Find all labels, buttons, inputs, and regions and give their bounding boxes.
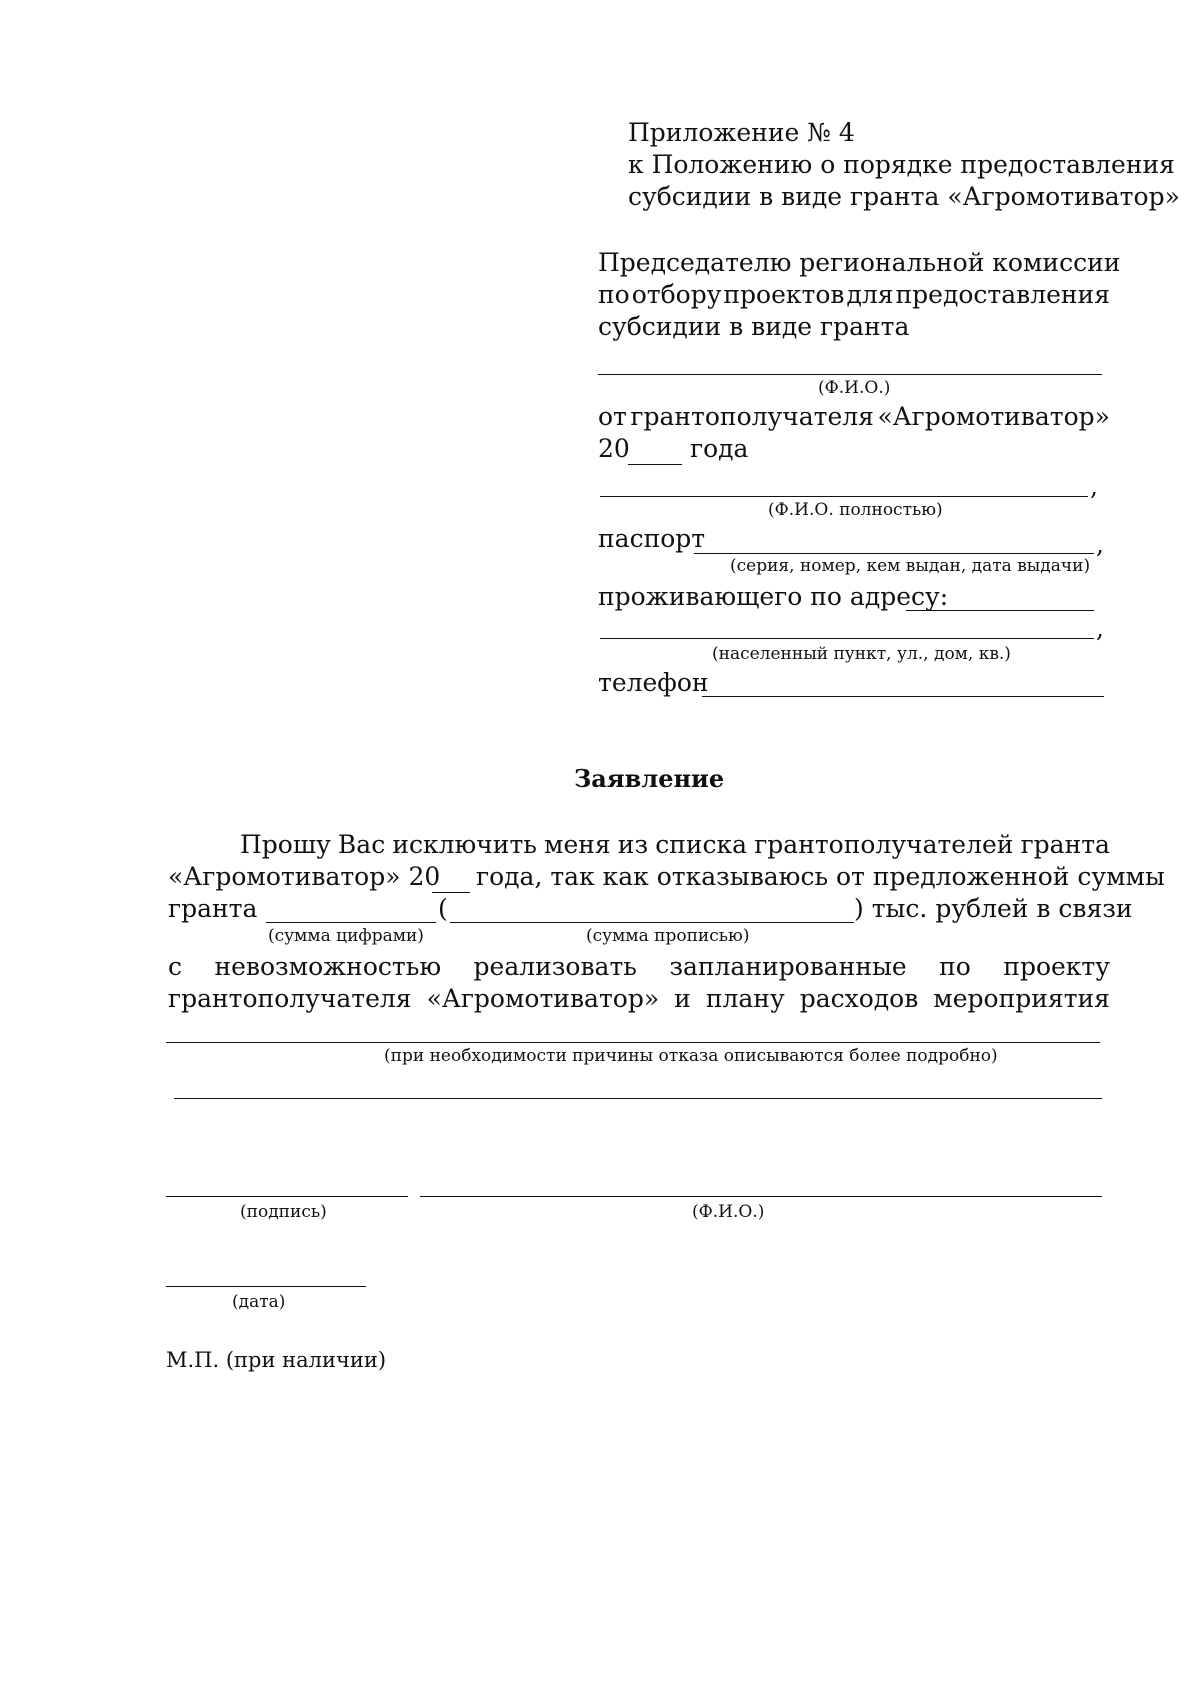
word: «Агромотиватор» [426, 984, 660, 1013]
word: по [939, 952, 971, 981]
full-fio-hint: (Ф.И.О. полностью) [768, 500, 943, 520]
word: меня [544, 830, 611, 859]
word: «Агромотиватор» [877, 402, 1110, 431]
chairman-fio-line [598, 374, 1102, 375]
passport-line [694, 553, 1094, 554]
word: исключить [392, 830, 537, 859]
full-fio-comma: , [1090, 472, 1098, 501]
date-line [166, 1286, 366, 1287]
open-paren: ( [438, 894, 448, 923]
appendix-line-3: субсидии в виде гранта «Агромотиватор» [628, 182, 1180, 211]
appendix-line-2: к Положению о порядке предоставления [628, 150, 1175, 179]
appendix-title: Приложение № 4 [628, 118, 855, 147]
word: по [598, 280, 630, 309]
word: для [846, 280, 894, 309]
word: грантополучателя [168, 984, 412, 1013]
addressee-line-2 [598, 280, 1110, 309]
address-label: проживающего по адресу: [598, 582, 949, 611]
reason-line-1 [166, 1042, 1100, 1043]
word: Прошу [240, 830, 331, 859]
sum-digits-line [266, 922, 436, 923]
passport-label: паспорт [598, 524, 706, 553]
signature-fio-hint: (Ф.И.О.) [692, 1202, 765, 1222]
word: реализовать [473, 952, 637, 981]
word: и [674, 984, 691, 1013]
stamp-place: М.П. (при наличии) [166, 1348, 387, 1372]
word: от [598, 402, 627, 431]
body-line-2-left: «Агромотиватор» 20 [168, 862, 441, 891]
signature-line [166, 1196, 408, 1197]
year-blank [628, 464, 682, 465]
signature-fio-line [420, 1196, 1102, 1197]
year-suffix: года [690, 434, 749, 463]
word: отбору [631, 280, 722, 309]
body-line-2-right: года, так как отказываюсь от предложенной суммы [476, 862, 1165, 891]
phone-label: телефон [598, 668, 709, 697]
word: невозможностью [214, 952, 442, 981]
chairman-fio-hint: (Ф.И.О.) [818, 378, 891, 398]
phone-line [702, 696, 1104, 697]
word: списка [655, 830, 748, 859]
year-prefix: 20 [598, 434, 630, 463]
word: проектов [723, 280, 845, 309]
address-line-2 [600, 638, 1094, 639]
full-fio-line [600, 496, 1088, 497]
addressee-line-3: субсидии в виде гранта [598, 312, 910, 341]
word: плану [705, 984, 785, 1013]
word: запланированные [669, 952, 907, 981]
word: из [617, 830, 649, 859]
body-line-4 [168, 952, 1110, 981]
word: с [168, 952, 183, 981]
signature-hint: (подпись) [240, 1202, 327, 1222]
passport-hint: (серия, номер, кем выдан, дата выдачи) [730, 556, 1091, 576]
word: грантополучателей [754, 830, 1014, 859]
grant-label: гранта [168, 894, 258, 923]
word: гранта [1020, 830, 1110, 859]
word: Вас [337, 830, 386, 859]
reason-line-2 [174, 1098, 1102, 1099]
address-line-1 [906, 610, 1094, 611]
sum-words-hint: (сумма прописью) [586, 926, 750, 946]
sum-words-line [450, 922, 854, 923]
word: грантополучателя [630, 402, 874, 431]
sum-digits-hint: (сумма цифрами) [268, 926, 424, 946]
word: предоставления [895, 280, 1110, 309]
from-line [598, 402, 1110, 431]
address-comma: , [1096, 614, 1104, 643]
passport-comma: , [1096, 530, 1104, 559]
document-heading: Заявление [574, 764, 725, 793]
grant-tail: ) тыс. рублей в связи [854, 894, 1133, 923]
reason-hint: (при необходимости причины отказа описываются более подробно) [384, 1046, 998, 1066]
body-line-1 [240, 830, 1110, 859]
word: проекту [1003, 952, 1110, 981]
body-line-5 [168, 984, 1110, 1013]
word: мероприятия [933, 984, 1110, 1013]
addressee-line-1: Председателю региональной комиссии [598, 248, 1121, 277]
date-hint: (дата) [232, 1292, 286, 1312]
year-blank-2 [432, 892, 470, 893]
address-hint: (населенный пункт, ул., дом, кв.) [712, 644, 1011, 664]
word: расходов [799, 984, 919, 1013]
